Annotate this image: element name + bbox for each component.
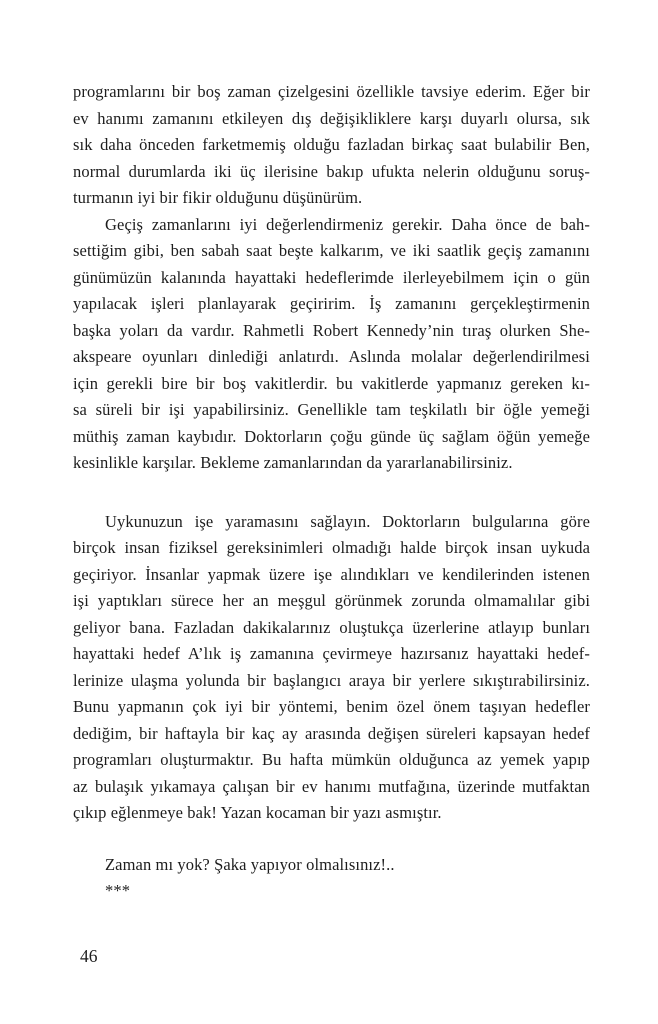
text-line: birçok insan fiziksel gereksinimleri olmadığı halde birçok insan uykuda xyxy=(73,538,590,557)
text-line: Bunu yapmanın çok iyi bir yöntemi, benim özel önem taşıyan hedefler xyxy=(73,697,590,716)
text-line: turmanın iyi bir fikir olduğunu düşünürüm. xyxy=(73,188,363,207)
text-line: çıkıp eğlenmeye bak! Yazan kocaman bir yazı asmıştır. xyxy=(73,803,442,822)
text-line: yapılacak işleri planlayarak geçiririm. İş zamanını gerçekleştirmenin xyxy=(73,294,590,313)
text-line: geliyor bana. Fazladan dakikalarınız oluştukça üzerlerine atlayıp bunları xyxy=(73,617,590,637)
text-line: geçiriyor. İnsanlar yapmak üzere işe alındıkları ve kendilerinden istenen xyxy=(73,564,590,584)
paragraph xyxy=(73,852,590,879)
text-line: ev hanımı zamanını etkileyen dış değişikliklere karşı duyarlı olursa, sık xyxy=(73,108,590,128)
text-line: günümüzün kalanında hayattaki hedeflerimde ilerleyebilmem için o gün xyxy=(73,267,590,287)
text-line: Zaman mı yok? Şaka yapıyor olmalısınız!.. xyxy=(105,854,395,874)
text-line: için gerekli bire bir boş vakitlerdir. bu vakitlerde yapmanız gereken kı- xyxy=(73,373,590,393)
text-line: lerinize ulaşma yolunda bir başlangıcı araya bir yerlere sıkıştırabilirsiniz. xyxy=(73,670,590,690)
paragraph xyxy=(73,878,590,905)
text-line: settiğim gibi, ben sabah saat beşte kalkarım, ve iki saatlik geçiş zamanını xyxy=(73,241,590,260)
paragraph xyxy=(73,212,590,477)
page-number: 46 xyxy=(80,946,98,966)
text-line: müthiş zaman kaybıdır. Doktorların çoğu günde üç sağlam öğün yemeğe xyxy=(73,426,590,446)
paragraph xyxy=(73,79,590,212)
text-line: Uykunuzun işe yaramasını sağlayın. Doktorların bulgularına göre xyxy=(105,511,590,531)
text-line: programları oluşturmaktır. Bu hafta mümkün olduğunca az yemek yapıp xyxy=(73,750,590,769)
text-line: programlarını bir boş zaman çizelgesini özellikle tavsiye ederim. Eğer bir xyxy=(73,82,590,101)
text-line: sık daha önceden farketmemiş olduğu fazladan birkaç saat bulabilir Ben, xyxy=(73,135,590,154)
text-line: normal durumlarda iki üç ilerisine bakıp ufukta nelerin olduğunu soruş- xyxy=(73,161,590,181)
text-line: kesinlikle karşılar. Bekleme zamanlarından da yararlanabilirsiniz. xyxy=(73,453,513,472)
paragraph xyxy=(73,509,590,827)
text-line: akspeare oyunları dinlediği anlatırdı. Aslında molalar değerlendirilmesi xyxy=(73,347,590,366)
text-line: *** xyxy=(105,881,131,900)
text-line: başka yoları da vardır. Rahmetli Robert Kennedy’nin tıraş olurken She- xyxy=(73,320,590,340)
text-line: hayattaki hedef A’lık iş zamanına çevirmeye hazırsanız hayattaki hedef- xyxy=(73,644,590,663)
body-text xyxy=(73,79,590,905)
text-line: sa süreli bir işi yapabilirsiniz. Genellikle tam teşkilatlı bir öğle yemeği xyxy=(73,400,590,419)
text-line: az bulaşık yıkamaya çalışan bir ev hanımı mutfağına, üzerinde mutfaktan xyxy=(73,776,590,796)
text-line: Geçiş zamanlarını iyi değerlendirmeniz gerekir. Daha önce de bah- xyxy=(105,214,590,234)
text-line: işi yaptıkları sürece her an meşgul görünmek zorunda olmamalılar gibi xyxy=(73,591,590,610)
text-line: dediğim, bir haftayla bir kaç ay arasında değişen süreleri kapsayan hedef xyxy=(73,723,590,743)
